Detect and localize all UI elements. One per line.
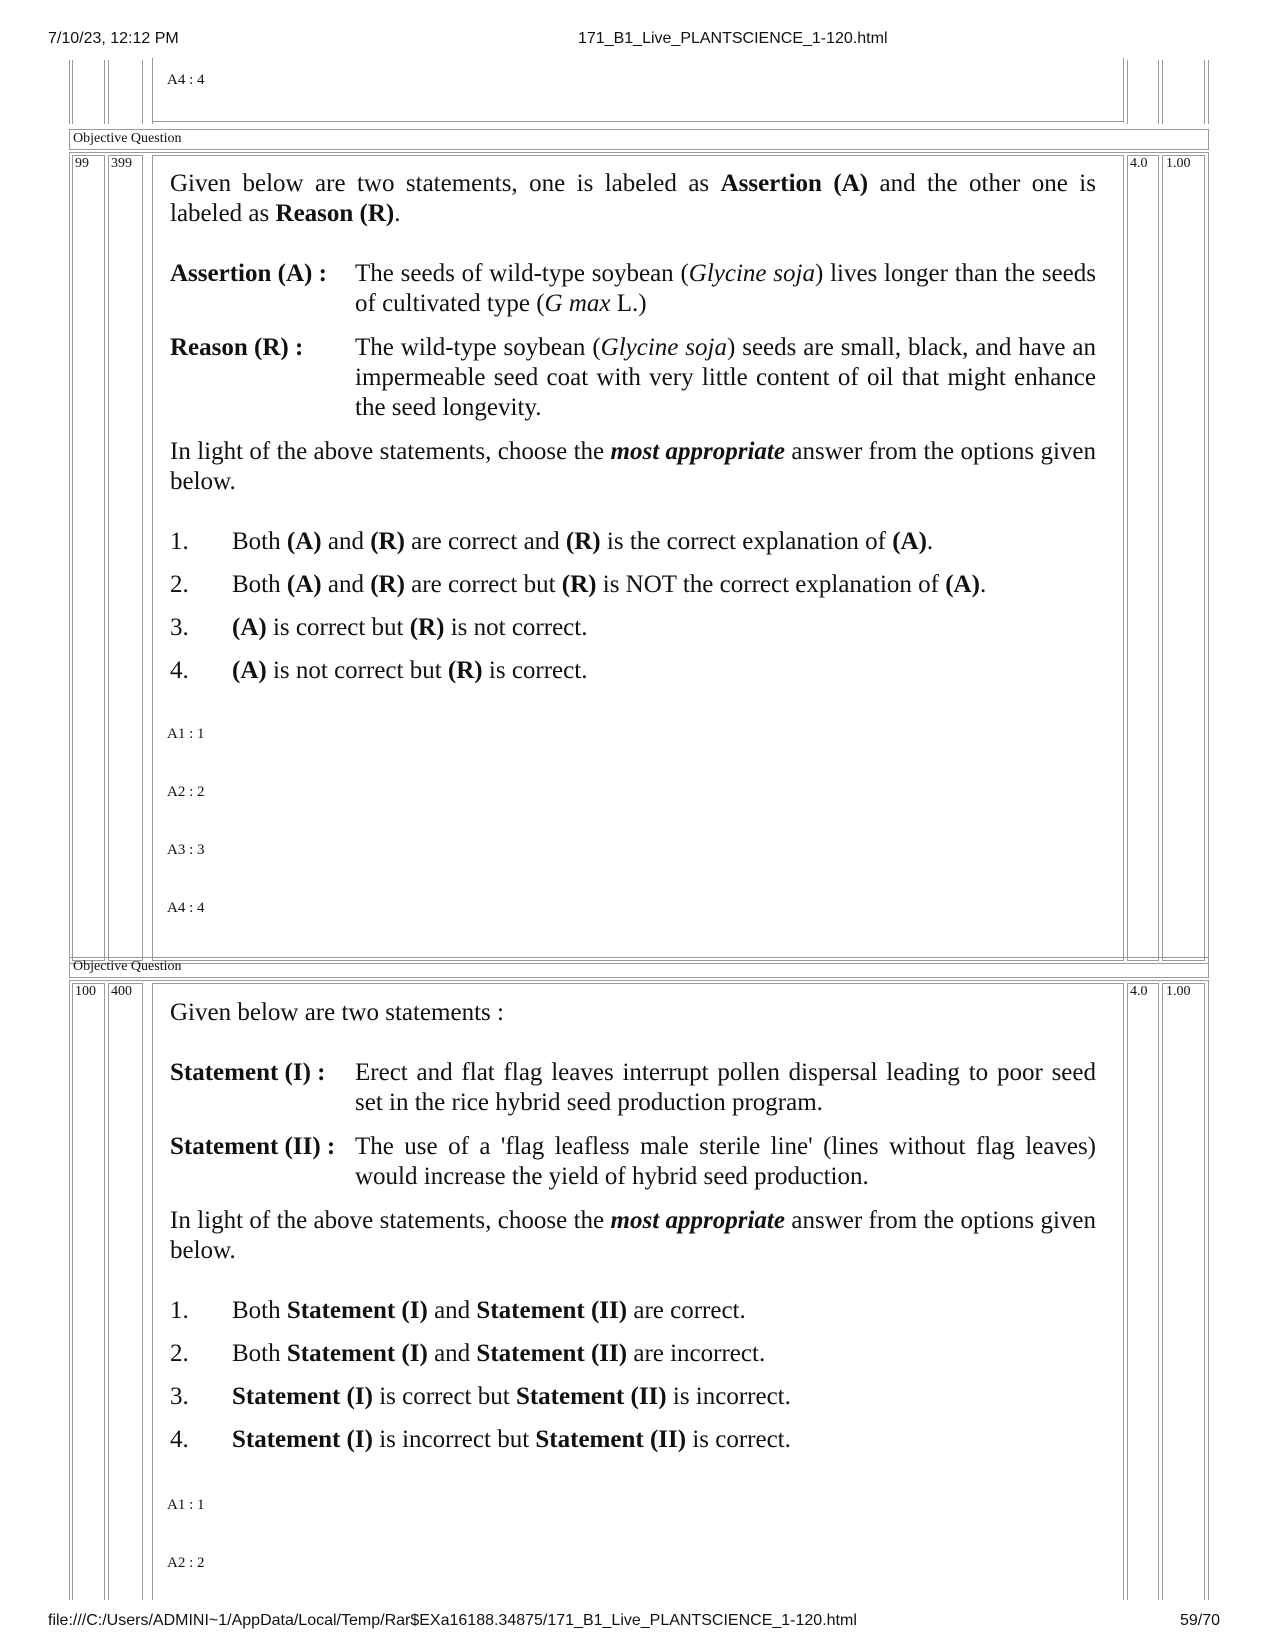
marks-cell (1127, 155, 1159, 961)
answer-option: A4 : 4 (167, 900, 205, 916)
table-border (1208, 60, 1209, 124)
table-border (69, 60, 70, 124)
answer-option: A1 : 1 (167, 726, 205, 742)
section-label: Objective Question (73, 959, 182, 974)
answer-option: A4 : 4 (167, 72, 205, 88)
option-item: 4. Statement (I) is incorrect but Statement (II) is correct. (170, 1426, 791, 1453)
option-item: 3. Statement (I) is correct but Statement (II) is incorrect. (170, 1383, 791, 1410)
answer-option: A1 : 1 (167, 1497, 205, 1513)
table-border (1162, 60, 1163, 124)
question-text (170, 169, 1096, 699)
table-border (104, 60, 105, 124)
reason: Reason (R) : The wild-type soybean (Glycine soja) seeds are small, black, and have an impermeable seed coat with very little content of oil that might enhance the seed longevity. (170, 334, 1096, 421)
answer-option: A2 : 2 (167, 784, 205, 800)
table-border (72, 60, 73, 124)
page-number: 59/70 (1180, 1612, 1221, 1629)
question-instruction: In light of the above statements, choose the most appropriate answer from the options given below. (170, 1207, 1096, 1264)
negative-marks: 1.00 (1166, 156, 1191, 171)
marks: 4.0 (1130, 984, 1148, 999)
table-border (108, 60, 109, 124)
answer-option: A2 : 2 (167, 1555, 205, 1571)
answer-option: A3 : 3 (167, 842, 205, 858)
option-item: 4. (A) is not correct but (R) is correct. (170, 657, 588, 684)
table-border (1204, 60, 1205, 124)
question-intro: Given below are two statements : (170, 999, 504, 1026)
serial-number-cell (72, 983, 105, 1600)
assertion: Assertion (A) : The seeds of wild-type soybean (Glycine soja) lives longer than the seeds of cultivated type (G max L.) (170, 260, 1096, 317)
negative-marks: 1.00 (1166, 984, 1191, 999)
prev-question-cell (152, 58, 1124, 122)
statement-2: Statement (II) : The use of a 'flag leafless male sterile line' (lines without flag leaves) would increase the yield of hybrid seed production. (170, 1133, 1096, 1190)
question-id-cell (108, 983, 143, 1600)
section-label-cell (69, 957, 1209, 978)
marks-cell (1127, 983, 1159, 1600)
question-id: 399 (111, 156, 132, 171)
print-datetime: 7/10/23, 12:12 PM (48, 30, 179, 47)
negative-marks-cell (1162, 155, 1205, 961)
option-item: 1. Both (A) and (R) are correct and (R) is the correct explanation of (A). (170, 528, 934, 555)
document-title: 171_B1_Live_PLANTSCIENCE_1-120.html (578, 30, 888, 47)
marks: 4.0 (1130, 156, 1148, 171)
section-label: Objective Question (73, 131, 182, 146)
question-instruction: In light of the above statements, choose the most appropriate answer from the options given below. (170, 438, 1096, 495)
option-item: 1. Both Statement (I) and Statement (II) are correct. (170, 1297, 746, 1324)
option-item: 3. (A) is correct but (R) is not correct. (170, 614, 588, 641)
question-id-cell (108, 155, 143, 961)
question-intro: Given below are two statements, one is labeled as Assertion (A) and the other one is labeled as Reason (R). (170, 170, 1096, 227)
serial-number: 99 (75, 156, 89, 171)
section-label-cell (69, 129, 1209, 150)
serial-number: 100 (75, 984, 96, 999)
statement-1: Statement (I) : Erect and flat flag leaves interrupt pollen dispersal leading to poor seed set in the rice hybrid seed production program. (170, 1059, 1096, 1116)
question-text (170, 998, 1096, 1468)
serial-number-cell (72, 155, 105, 961)
file-path: file:///C:/Users/ADMINI~1/AppData/Local/Temp/Rar$EXa16188.34875/171_B1_Live_PLANTSCIENCE_1-120.html (48, 1612, 857, 1629)
table-border (142, 60, 143, 124)
negative-marks-cell (1162, 983, 1205, 1600)
question-id: 400 (111, 984, 132, 999)
option-item: 2. Both Statement (I) and Statement (II) are incorrect. (170, 1340, 766, 1367)
table-border (1127, 60, 1128, 124)
option-item: 2. Both (A) and (R) are correct but (R) is NOT the correct explanation of (A). (170, 571, 987, 598)
table-border (1158, 60, 1159, 124)
